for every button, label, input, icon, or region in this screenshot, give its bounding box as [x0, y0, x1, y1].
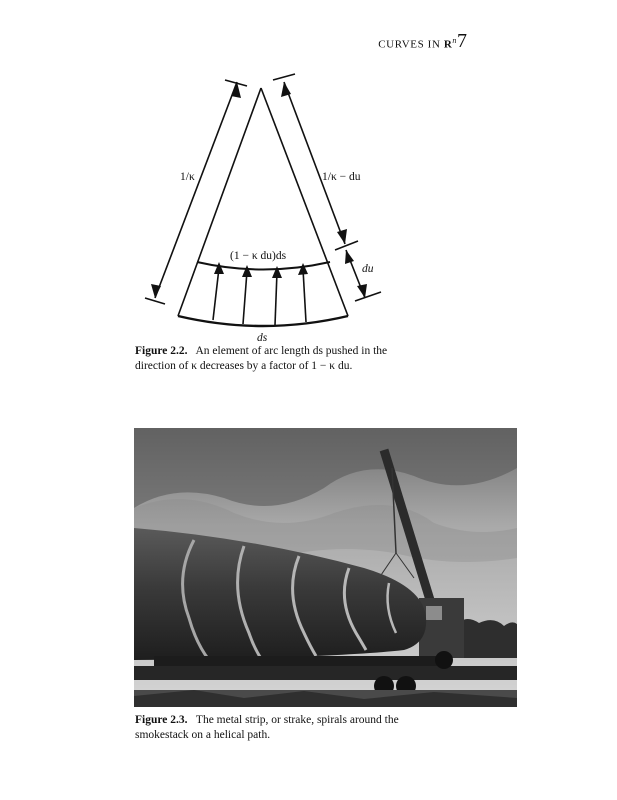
figure-2-3-photograph [134, 428, 517, 707]
dimension-tick [355, 292, 381, 301]
dimension-tick [273, 74, 295, 80]
arrow-head [272, 266, 282, 278]
figure-2-2-caption-text: An element of arc length ds pushed in the direction of κ decreases by a factor of 1 − κ du. [135, 345, 388, 372]
arrow-head [151, 284, 161, 298]
running-head-text: CURVES IN [378, 38, 444, 51]
crane-wheel [435, 651, 453, 669]
arrow-head [345, 250, 354, 264]
label-inner-radius: 1/κ − du [322, 171, 361, 183]
arrow-shaft [275, 272, 277, 325]
figure-2-2-caption [135, 344, 425, 374]
figure-2-2-diagram [0, 0, 617, 345]
figure-2-2-label: Figure 2.2. [135, 345, 188, 357]
outer-arc [178, 316, 348, 326]
label-displacement: du [362, 263, 374, 275]
figure-2-3-label: Figure 2.3. [135, 714, 188, 726]
figure-2-3-caption [135, 713, 435, 743]
arrow-head [337, 229, 347, 244]
arrow-head [214, 262, 224, 274]
trailer-frame [134, 666, 517, 680]
arrow-shaft [243, 271, 247, 324]
arrow-head [298, 263, 308, 275]
running-head-superscript: n [452, 36, 457, 45]
dimension-tick [145, 298, 165, 304]
sector-left-side [178, 88, 261, 316]
dimension-tick [335, 241, 358, 250]
label-inner-arc: (1 − κ du)ds [230, 250, 287, 262]
arrow-shaft [303, 269, 306, 322]
inner-radius-dimension [284, 82, 345, 244]
arrow-head [357, 284, 367, 298]
arrow-shaft [213, 268, 219, 320]
arrow-head [242, 265, 252, 277]
label-outer-radius: 1/κ [180, 171, 195, 183]
page-number: 7 [457, 30, 467, 52]
label-outer-arc: ds [257, 332, 268, 344]
figure-2-3-caption-text: The metal strip, or strake, spirals around the smokestack on a helical path. [135, 714, 399, 741]
crane-cab-window [426, 606, 442, 620]
running-head-bold: R [443, 38, 453, 51]
